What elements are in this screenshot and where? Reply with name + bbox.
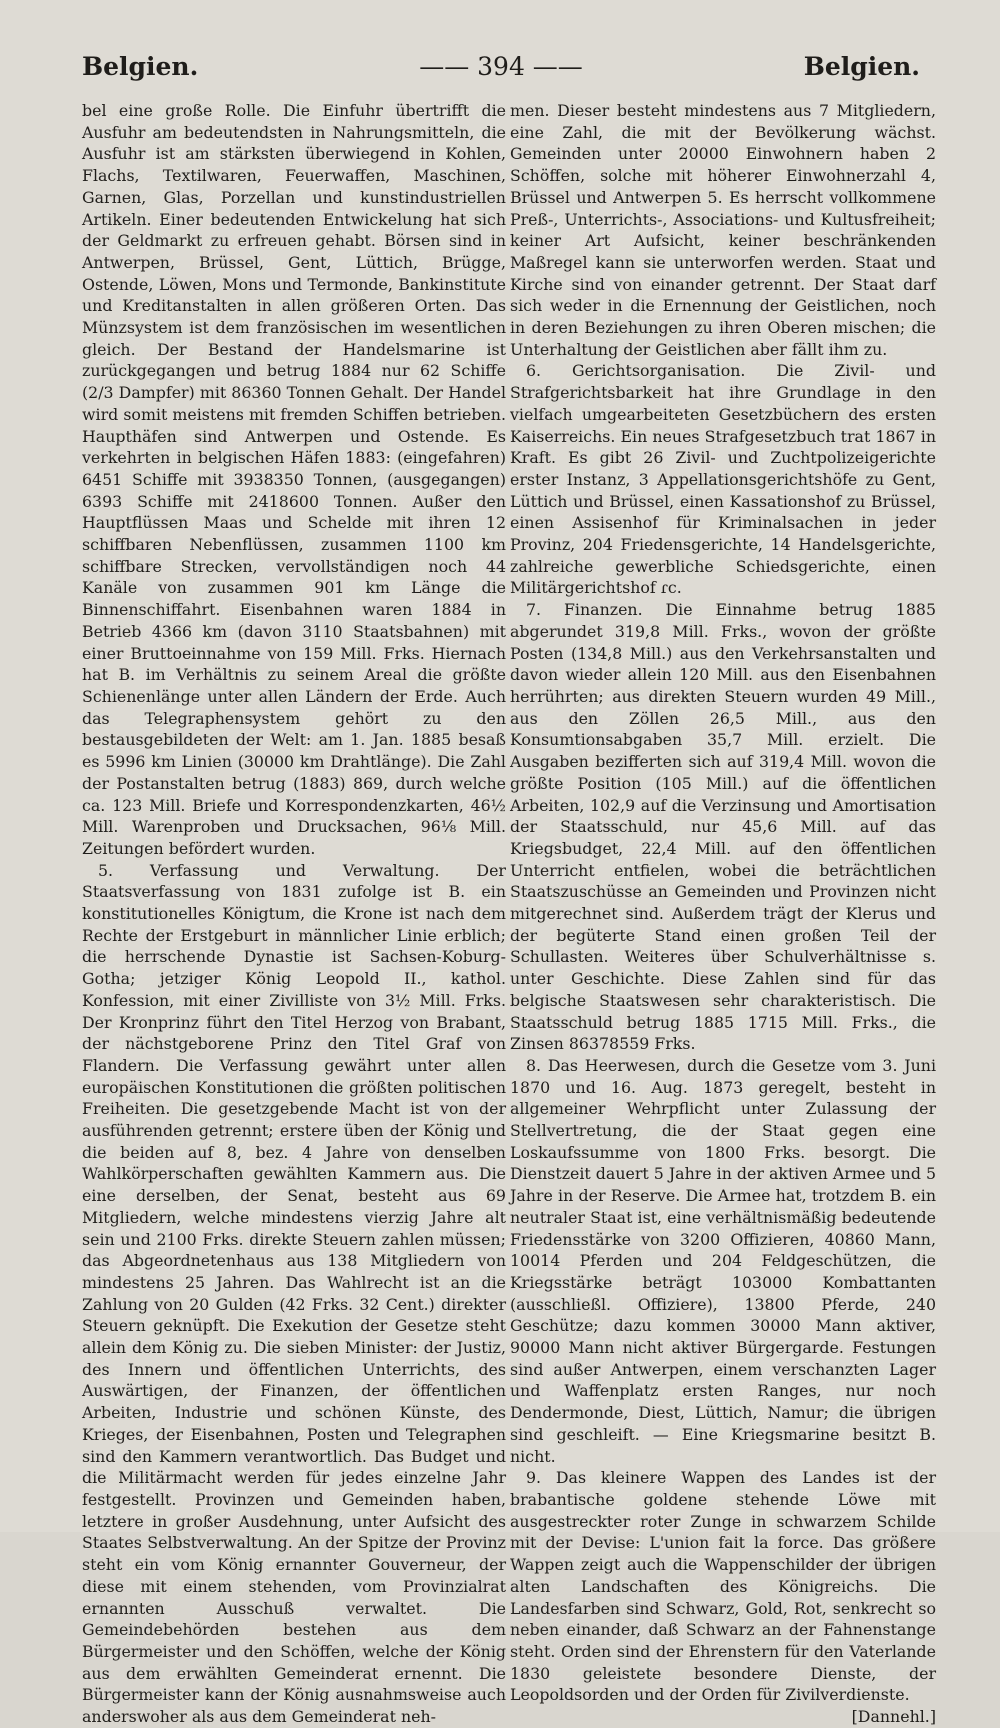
paragraph: 6. Gerichtsorganisation. Die Zivil- und Strafgerichtsbarkeit hat ihre Grundlage in den vielfach umgearbeiteten Gesetzbüchern des ersten Kaiserreichs. Ein neues Strafgesetzbuch trat 1867 in Kraft. Es gibt 26 Zivil- und Zuchtpolizeigerichte erster Instanz, 3 Appellationsgerichtshöfe zu Gent, Lüttich und Brüssel, einen Kassationshof zu Brüssel, einen Assisenhof für Kriminalsachen in jeder Provinz, 204 Friedensgerichte, 14 Handelsgerichte, zahlreiche gewerbliche Schiedsgerichte, einen Militärgerichtshof ɾc. [510,361,936,598]
paragraph: 5. Verfassung und Verwaltung. Der Staatsverfassung von 1831 zufolge ist B. ein konstitutionelles Königtum, die Krone ist nach dem Rechte der Erstgeburt in männlicher Linie erblich; die herrschende Dynastie ist Sachsen-Koburg-Gotha; jetziger König Leopold II., kathol. Konfession, mit einer Zivilliste von 3½ Mill. Frks. Der Kronprinz führt den Titel Herzog von Brabant, der nächstgeborene Prinz den Titel Graf von Flandern. Die Verfassung gewährt unter allen europäischen Konstitutionen die größten politischen Freiheiten. Die gesetzgebende Macht ist von der ausführenden getrennt; erstere üben der König und die beiden auf 8, bez. 4 Jahre von denselben Wahlkörperschaften gewählten Kammern aus. Die eine derselben, der Senat, besteht aus 69 Mitgliedern, welche mindestens vierzig Jahre alt sein und 2100 Frks. direkte Steuern zahlen müssen; das Abgeordnetenhaus aus 138 Mitgliedern von mindestens 25 Jahren. Das Wahlrecht ist an die Zahlung von 20 Gulden (42 Frks. 32 Cent.) direkter Steuern geknüpft. Die Exekution der Gesetze steht allein dem König zu. Die sieben Minister: der Justiz, des Innern und öffentlichen Unterrichts, des Auswärtigen, der Finanzen, der öffentlichen Arbeiten, Industrie und schönen Künste, des Krieges, der Eisenbahnen, Posten und Telegraphen sind den Kammern verantwortlich. Das Budget und die Militärmacht werden für jedes einzelne Jahr festgestellt. Provinzen und Gemeinden haben, letztere in großer Ausdehnung, unter Aufsicht des Staates Selbstverwaltung. An der Spitze der Provinz steht ein vom König ernannter Gouverneur, der diese mit einem stehenden, vom Provinzialrat ernannten Ausschuß verwaltet. Die Gemeindebehörden bestehen aus dem Bürgermeister und den Schöffen, welche der König aus dem erwählten Gemeinderat ernennt. Die Bürgermeister kann der König ausnahmsweise auch anderswoher als aus dem Gemeinderat neh- [82,860,506,1727]
paragraph: 9. Das kleinere Wappen des Landes ist der brabantische goldene stehende Löwe mit ausgestreckter roter Zunge in schwarzem Schilde mit der Devise: L'union fait la force. Das größere Wappen zeigt auch die Wappenschilder der übrigen alten Landschaften des Königreichs. Die Landesfarben sind Schwarz, Gold, Rot, senkrecht so neben einander, daß Schwarz an der Fahnenstange steht. Orden sind der Ehrenstern für den Vaterlande 1830 geleistete besondere Dienste, der Leopoldsorden und der Orden für Zivilverdienste. [510,1468,936,1705]
paragraph: 8. Das Heerwesen, durch die Gesetze vom 3. Juni 1870 und 16. Aug. 1873 geregelt, besteht in allgemeiner Wehrpflicht unter Zulassung der Stellvertretung, die der Staat gegen eine Loskaufssumme von 1800 Frks. besorgt. Die Dienstzeit dauert 5 Jahre in der aktiven Armee und 5 Jahre in der Reserve. Die Armee hat, trotzdem B. ein neutraler Staat ist, eine verhältnismäßig bedeutende Friedensstärke von 3200 Offizieren, 40860 Mann, 10014 Pferden und 204 Feldgeschützen, die Kriegsstärke beträgt 103000 Kombattanten (ausschließl. Offiziere), 13800 Pferde, 240 Geschütze; dazu kommen 30000 Mann aktiver, 90000 Mann nicht aktiver Bürgergarde. Festungen sind außer Antwerpen, einem verschanzten Lager und Waffenplatz ersten Ranges, nur noch Dendermonde, Diest, Lüttich, Namur; die übrigen sind geschleift. — Eine Kriegsmarine besitzt B. nicht. [510,1055,937,1466]
header-right-title: Belgien. [803,52,920,81]
page-number: —— 394 —— [419,52,583,81]
left-column [82,100,506,1728]
paragraph: 7. Finanzen. Die Einnahme betrug 1885 abgerundet 319,8 Mill. Frks., wovon der größte Posten (134,8 Mill.) aus den Verkehrsanstalten und davon wieder allein 120 Mill. aus den Eisenbahnen herrührten; aus direkten Steuern wurden 49 Mill., aus den Zöllen 26,5 Mill., aus den Konsumtionsabgaben 35,7 Mill. erzielt. Die Ausgaben bezifferten sich auf 319,4 Mill. wovon die größte Position (105 Mill.) auf die öffentlichen Arbeiten, 102,9 auf die Verzinsung und Amortisation der Staatsschuld, nur 45,6 Mill. auf das Kriegsbudget, 22,4 Mill. auf den öffentlichen Unterricht entfielen, wobei die beträchtlichen Staatszuschüsse an Gemeinden und Provinzen nicht mitgerechnet sind. Außerdem trägt der Klerus und der begüterte Stand einen großen Teil der Schullasten. Weiteres über Schulverhältnisse s. unter Geschichte. Diese Zahlen sind für das belgische Staatswesen sehr charakteristisch. Die Staatsschuld betrug 1885 1715 Mill. Frks., die Zinsen 86378559 Frks. [510,600,936,1054]
author-signature: [Dannehl.] [851,1707,936,1727]
right-column [510,100,936,1728]
paragraph: men. Dieser besteht mindestens aus 7 Mitgliedern, eine Zahl, die mit der Bevölkerung wächst. Gemeinden unter 20000 Einwohnern haben 2 Schöffen, solche mit höherer Einwohnerzahl 4, Brüssel und Antwerpen 5. Es herrscht vollkommene Preß-, Unterrichts-, Associations- und Kultusfreiheit; keiner Art Aufsicht, keiner beschränkenden Maßregel kann sie unterworfen werden. Staat und Kirche sind von einander getrennt. Der Staat darf sich weder in die Ernennung der Geistlichen, noch in deren Beziehungen zu ihren Oberen mischen; die Unterhaltung der Geistlichen aber fällt ihm zu. [510,101,936,359]
running-header [82,52,920,92]
header-left-title: Belgien. [82,52,199,81]
paragraph: bel eine große Rolle. Die Einfuhr übertrifft die Ausfuhr am bedeutendsten in Nahrungsmitteln, die Ausfuhr ist am stärksten überwiegend in Kohlen, Flachs, Textilwaren, Feuerwaffen, Maschinen, Garnen, Glas, Porzellan und kunstindustriellen Artikeln. Einer bedeutenden Entwickelung hat sich der Geldmarkt zu erfreuen gehabt. Börsen sind in Antwerpen, Brüssel, Gent, Lüttich, Brügge, Ostende, Löwen, Mons und Termonde, Bankinstitute und Kreditanstalten in allen größeren Orten. Das Münzsystem ist dem französischen im wesentlichen gleich. Der Bestand der Handelsmarine ist zurückgegangen und betrug 1884 nur 62 Schiffe (2/3 Dampfer) mit 86360 Tonnen Gehalt. Der Handel wird somit meistens mit fremden Schiffen betrieben. Haupthäfen sind Antwerpen und Ostende. Es verkehrten in belgischen Häfen 1883: (eingefahren) 6451 Schiffe mit 3938350 Tonnen, (ausgegangen) 6393 Schiffe mit 2418600 Tonnen. Außer den Hauptflüssen Maas und Schelde mit ihren 12 schiffbaren Nebenflüssen, zusammen 1100 km schiffbare Strecken, vervollständigen noch 44 Kanäle von zusammen 901 km Länge die Binnenschiffahrt. Eisenbahnen waren 1884 in Betrieb 4366 km (davon 3110 Staatsbahnen) mit einer Bruttoeinnahme von 159 Mill. Frks. Hiernach hat B. im Verhältnis zu seinem Areal die größte Schienenlänge unter allen Ländern der Erde. Auch das Telegraphensystem gehört zu den bestausgebildeten der Welt: am 1. Jan. 1885 besaß es 5996 km Linien (30000 km Drahtlänge). Die Zahl der Postanstalten betrug (1883) 869, durch welche ca. 123 Mill. Briefe und Korrespondenzkarten, 46½ Mill. Warenproben und Drucksachen, 96⅛ Mill. Zeitungen befördert wurden. [82,101,506,858]
